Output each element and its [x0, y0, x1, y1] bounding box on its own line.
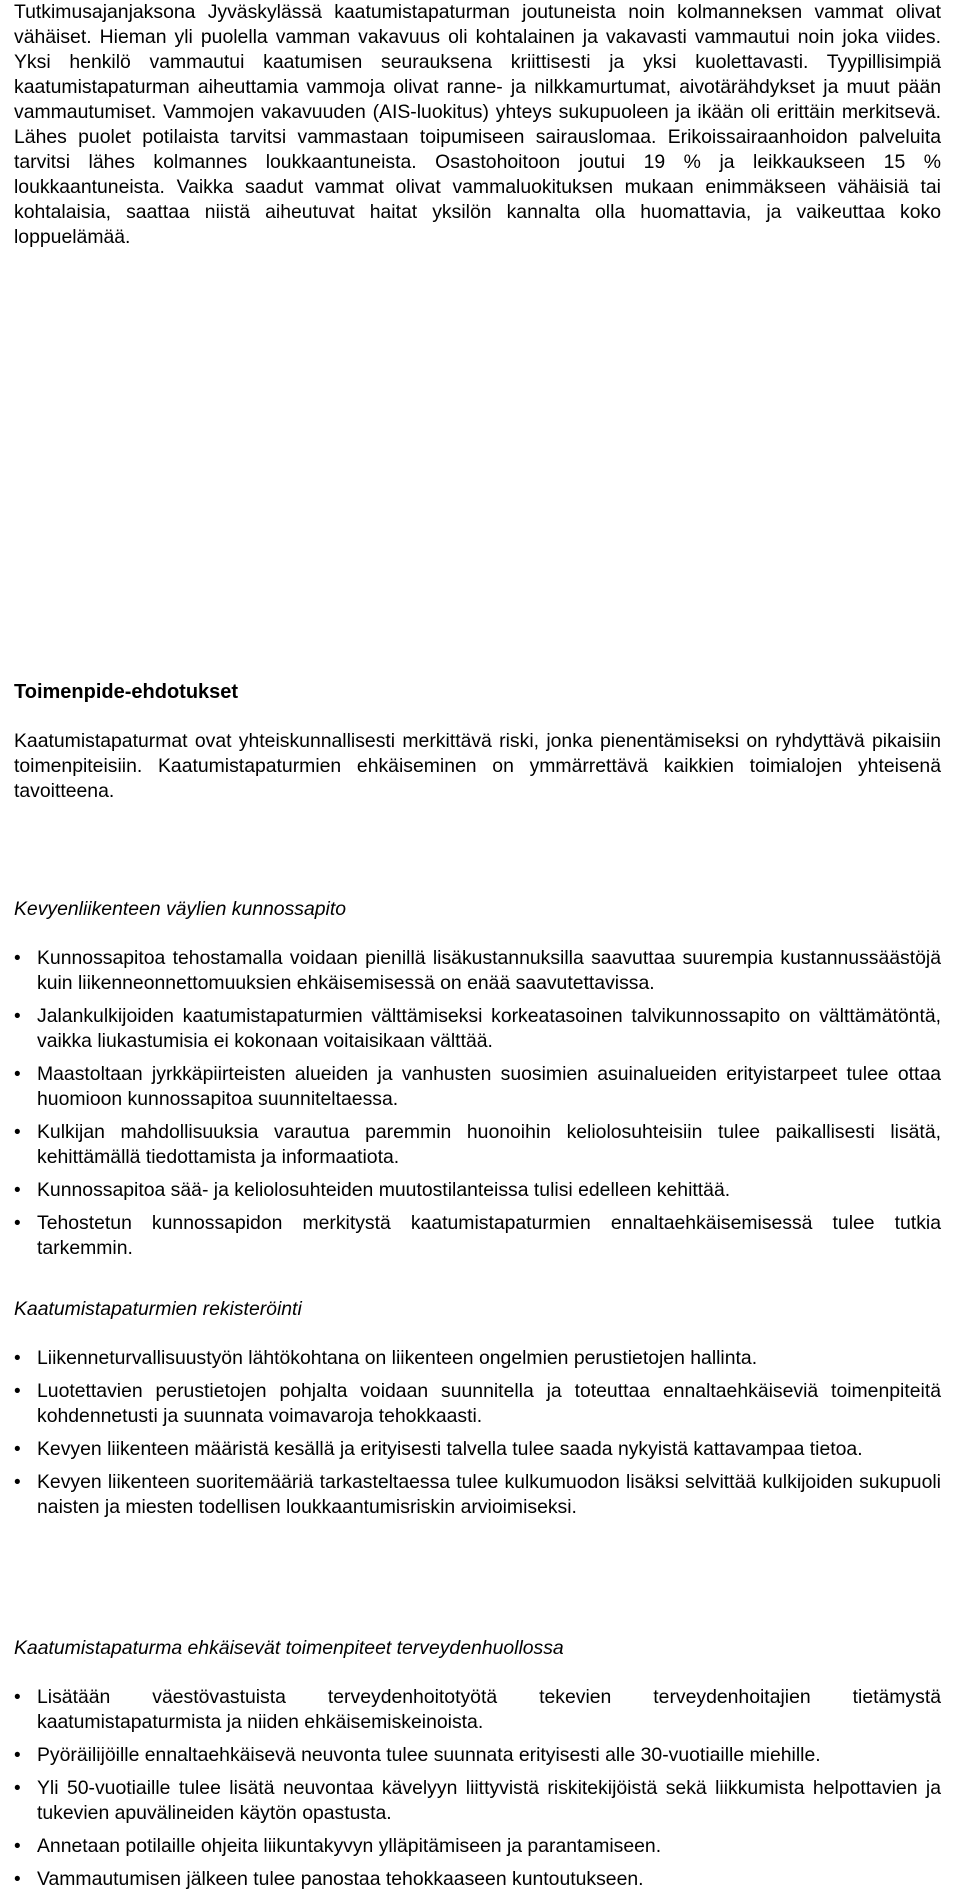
subheading-maintenance: Kevyenliikenteen väylien kunnossapito: [14, 898, 347, 920]
bullet-icon: •: [14, 1213, 21, 1234]
list-item: • Liikenneturvallisuustyön lähtökohtana on liikenteen ongelmien perustietojen hallinta.: [14, 1347, 758, 1369]
list-item: • Jalankulkijoiden kaatumistapaturmien välttämiseksi korkeatasoinen talvikunnossapito on välttämätöntä, vaikka liukastumisia ei kokonaan voitaisikaan välttää.: [14, 1005, 941, 1052]
list-item: • Luotettavien perustietojen pohjalta voidaan suunnitella ja toteuttaa ennaltaehkäiseviä toimenpiteitä kohdennetusti ja suunnata voimavaroja tehokkaasti.: [14, 1380, 941, 1427]
bullet-list-registration: [14, 1346, 941, 1528]
list-item: • Pyöräilijöille ennaltaehkäisevä neuvonta tulee suunnata erityisesti alle 30-vuotiaille miehille.: [14, 1744, 821, 1766]
list-item: • Kunnossapitoa sää- ja keliolosuhteiden muutostilanteissa tulisi edelleen kehittää.: [14, 1179, 731, 1201]
bullet-list-healthcare: [14, 1685, 941, 1900]
bullet-icon: •: [14, 1778, 21, 1799]
bullet-icon: •: [14, 1869, 21, 1890]
intro-paragraph: Tutkimusajanjaksona Jyväskylässä kaatumistapaturman joutuneista noin kolmanneksen vammat olivat vähäiset. Hieman yli puolella vamman vakavuus oli kohtalainen ja vakavasti vammautui noin joka viides. Yksi henkilö vammautui kaatumisen seurauksena kriittisesti ja yksi kuolettavasti. Tyypillisimpiä kaatumistapaturman aiheuttamia vammoja olivat ranne- ja nilkkamurtumat, aivotärähdykset ja muut pään vammautumiset. Vammojen vakavuuden (AIS-luokitus) yhteys sukupuoleen ja ikään oli erittäin merkitsevä. Lähes puolet potilaista tarvitsi vammastaan toipumiseen sairauslomaa. Erikoissairaanhoidon palveluita tarvitsi lähes kolmannes loukkaantuneista. Osastohoitoon joutui 19 % ja leikkaukseen 15 % loukkaantuneista. Vaikka saadut vammat olivat vammaluokituksen mukaan enimmäkseen vähäisiä tai kohtalaisia, saattaa niistä aiheutuvat haitat yksilön kannalta olla huomattavia, ja vaikeuttaa koko loppuelämää.: [14, 1, 941, 248]
bullet-list-maintenance: [14, 946, 941, 1269]
list-item: • Kevyen liikenteen määristä kesällä ja erityisesti talvella tulee saada nykyistä kattavampaa tietoa.: [14, 1438, 863, 1460]
list-item: • Lisätään väestövastuista terveydenhoitotyötä tekevien terveydenhoitajien tietämystä kaatumistapaturmista ja niiden ehkäisemiskeinoista.: [14, 1686, 941, 1733]
proposal-intro-paragraph: Kaatumistapaturmat ovat yhteiskunnallisesti merkittävä riski, jonka pienentämiseksi on ryhdyttävä pikaisiin toimenpiteisiin. Kaatumistapaturmien ehkäiseminen on ymmärrettävä kaikkien toimialojen yhteisenä tavoitteena.: [14, 730, 941, 802]
bullet-icon: •: [14, 1745, 21, 1766]
list-item: • Tehostetun kunnossapidon merkitystä kaatumistapaturmien ennaltaehkäisemisessä tulee tutkia tarkemmin.: [14, 1212, 941, 1259]
bullet-icon: •: [14, 1180, 21, 1201]
bullet-icon: •: [14, 1006, 21, 1027]
proposal-intro-block: [14, 729, 941, 804]
subheading-registration: Kaatumistapaturmien rekisteröinti: [14, 1298, 302, 1320]
list-item: • Kulkijan mahdollisuuksia varautua paremmin huonoihin keliolosuhteisiin tulee paikallisesti lisätä, kehittämällä tiedottamista ja informaatiota.: [14, 1121, 941, 1168]
bullet-icon: •: [14, 1122, 21, 1143]
intro-paragraph-block: [14, 0, 941, 250]
bullet-icon: •: [14, 1439, 21, 1460]
list-item: • Annetaan potilaille ohjeita liikuntakyvyn ylläpitämiseen ja parantamiseen.: [14, 1835, 662, 1857]
bullet-icon: •: [14, 1472, 21, 1493]
bullet-icon: •: [14, 948, 21, 969]
bullet-icon: •: [14, 1381, 21, 1402]
list-item: • Vammautumisen jälkeen tulee panostaa tehokkaaseen kuntoutukseen.: [14, 1868, 644, 1890]
bullet-icon: •: [14, 1687, 21, 1708]
bullet-icon: •: [14, 1064, 21, 1085]
subheading-healthcare: Kaatumistapaturma ehkäisevät toimenpiteet terveydenhuollossa: [14, 1637, 564, 1659]
list-item: • Kevyen liikenteen suoritemääriä tarkasteltaessa tulee kulkumuodon lisäksi selvittää kulkijoiden sukupuoli naisten ja miesten todellisen loukkaantumisriskin arvioimiseksi.: [14, 1471, 941, 1518]
bullet-icon: •: [14, 1836, 21, 1857]
list-item: • Yli 50-vuotiaille tulee lisätä neuvontaa kävelyyn liittyvistä riskitekijöistä sekä liikkumista helpottavien ja tukevien apuvälineiden käytön opastusta.: [14, 1777, 941, 1824]
list-item: • Maastoltaan jyrkkäpiirteisten alueiden ja vanhusten suosimien asuinalueiden erityistarpeet tulee ottaa huomioon kunnossapitoa suunniteltaessa.: [14, 1063, 941, 1110]
section-heading-main: Toimenpide-ehdotukset: [14, 681, 239, 703]
bullet-icon: •: [14, 1348, 21, 1369]
list-item: • Kunnossapitoa tehostamalla voidaan pienillä lisäkustannuksilla saavuttaa suurempia kustannussäästöjä kuin liikenneonnettomuuksien ehkäisemisessä on enää saavutettavissa.: [14, 947, 941, 994]
